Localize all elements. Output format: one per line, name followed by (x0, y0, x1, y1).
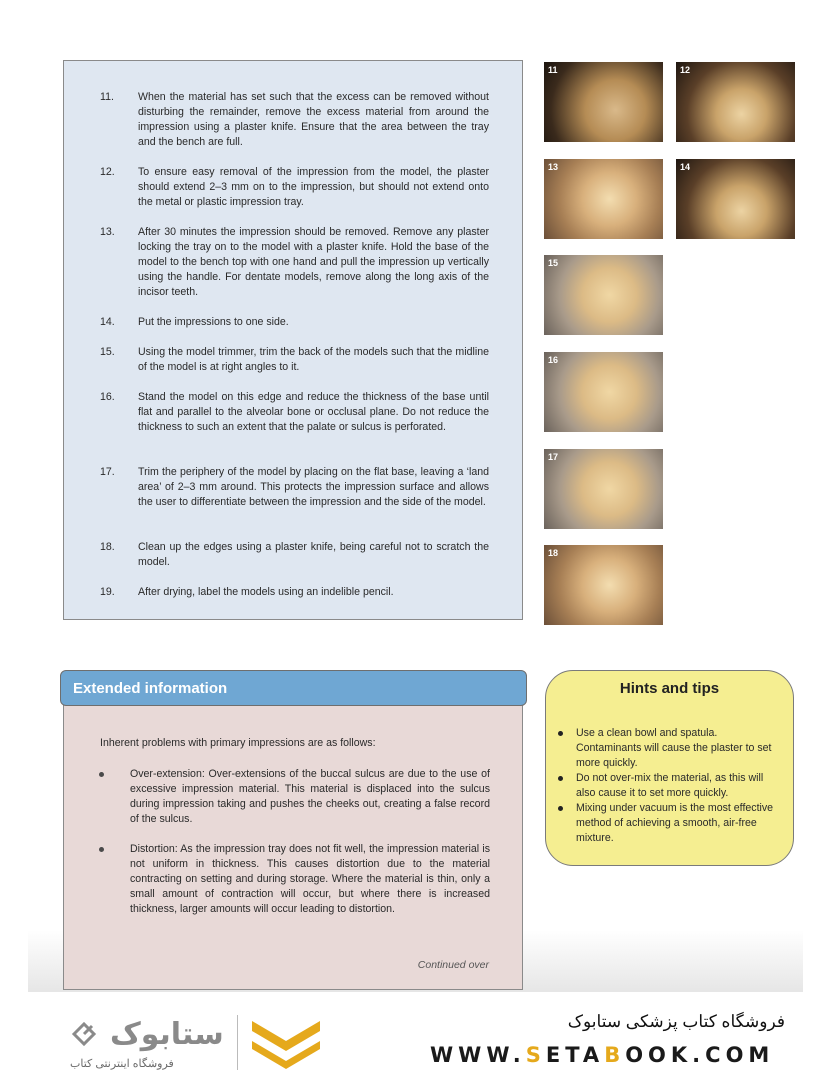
bullet-icon (99, 772, 104, 777)
photo-label: 16 (548, 355, 559, 365)
photo-11 (544, 62, 663, 142)
step-text: After 30 minutes the impression should be removed. Remove any plaster locking the tray on to the model with a plaster knife. Hold the base of the model to the bench top with one hand and pull the impression up vertically using the handle. For dentate models, remove along the long axis of the incisor teeth. (138, 226, 489, 298)
url-part-accent: B (604, 1043, 626, 1067)
extended-intro: Inherent problems with primary impressions are as follows: (100, 737, 376, 749)
step-text: Trim the periphery of the model by placing on the flat base, leaving a ‘land area’ of 2–3 mm around. This protects the impression surface and allows the user to differentiate between the impression and the side of the model. (138, 466, 489, 508)
photo-label: 11 (548, 65, 558, 75)
photo-18 (544, 545, 663, 625)
step-text: Stand the model on this edge and reduce the thickness of the base until flat and parallel to the alveolar bone or occlusal plane. Do not reduce the thickness to such an extent that the palate or sulcus is perforated. (138, 391, 489, 433)
url-part: ETA (545, 1043, 605, 1067)
photo-label: 14 (680, 162, 691, 172)
step-number: 18. (100, 541, 115, 553)
step-number: 16. (100, 391, 115, 403)
photo-label: 13 (548, 162, 559, 172)
photo-17 (544, 449, 663, 529)
extended-title: Extended information (73, 680, 228, 697)
step-number: 11. (100, 91, 114, 103)
continued-note: Continued over (417, 959, 489, 971)
photo-label: 15 (548, 258, 559, 268)
step-number: 19. (100, 586, 115, 598)
extended-information-header (60, 670, 527, 706)
hints-panel (545, 670, 794, 866)
setabook-logo-mark-icon (248, 1015, 324, 1071)
step-number: 14. (100, 316, 115, 328)
bullet-text: Distortion: As the impression tray does not fit well, the impression material is not uniform in thickness. This causes distortion due to the material contracting on setting and during storage. Where the material is thin, only a small amount of contraction will occur, but where there is increased thickness, larger amounts will occur leading to distortion. (130, 843, 490, 915)
logo-text: ستابوک (110, 1017, 224, 1052)
hints-title: Hints and tips (619, 680, 720, 697)
step-number: 17. (100, 466, 115, 478)
hint-text: Use a clean bowl and spatula. Contaminants will cause the plaster to set more quickly. (576, 727, 772, 769)
bullet-icon (558, 731, 563, 736)
photo-label: 17 (548, 452, 559, 462)
shop-name: فروشگاه کتاب پزشکی ستابوک (567, 1012, 785, 1031)
step-text: Clean up the edges using a plaster knife, being careful not to scratch the model. (138, 541, 489, 568)
step-number: 15. (100, 346, 115, 358)
photo-label: 12 (680, 65, 691, 75)
step-number: 13. (100, 226, 115, 238)
logo-subtitle: فروشگاه اینترنتی کتاب (70, 1058, 174, 1070)
photo-14 (676, 159, 795, 239)
setabook-logo-wordmark (70, 1010, 230, 1056)
step-text: Put the impressions to one side. (138, 316, 289, 328)
photo-13 (544, 159, 663, 239)
photo-label: 18 (548, 548, 559, 558)
step-text: Using the model trimmer, trim the back of the models such that the midline of the model is at right angles to it. (138, 346, 489, 373)
photo-12 (676, 62, 795, 142)
bullet-icon (558, 806, 563, 811)
steps-panel (63, 60, 523, 620)
bullet-icon (99, 847, 104, 852)
photo-15 (544, 255, 663, 335)
step-number: 12. (100, 166, 115, 178)
hint-text: Mixing under vacuum is the most effective method of achieving a smooth, air-free mixture. (576, 802, 774, 844)
photo-16 (544, 352, 663, 432)
step-text: When the material has set such that the excess can be removed without disturbing the remainder, remove the excess material from around the impression using a plaster knife. Ensure that the area between the tray and the bench are full. (138, 91, 489, 148)
step-text: To ensure easy removal of the impression from the model, the plaster should extend 2–3 mm on to the impression, but should not extend onto the metal or plastic impression tray. (138, 166, 489, 208)
step-text: After drying, label the models using an indelible pencil. (138, 586, 394, 598)
footer-divider (237, 1015, 238, 1070)
url-part-accent: S (525, 1043, 546, 1067)
bullet-text: Over-extension: Over-extensions of the buccal sulcus are due to the use of excessive impression material. This material is displaced into the sulcus during impression taking and pushes the cheeks out, creating a false record of the sulcus. (130, 768, 490, 825)
shop-url[interactable] (430, 1043, 774, 1067)
bullet-icon (558, 776, 563, 781)
url-part: OOK.COM (625, 1043, 775, 1067)
hint-text: Do not over-mix the material, as this will also cause it to set more quickly. (576, 772, 764, 799)
extended-information-panel (63, 700, 523, 990)
url-part: WWW. (430, 1043, 526, 1067)
